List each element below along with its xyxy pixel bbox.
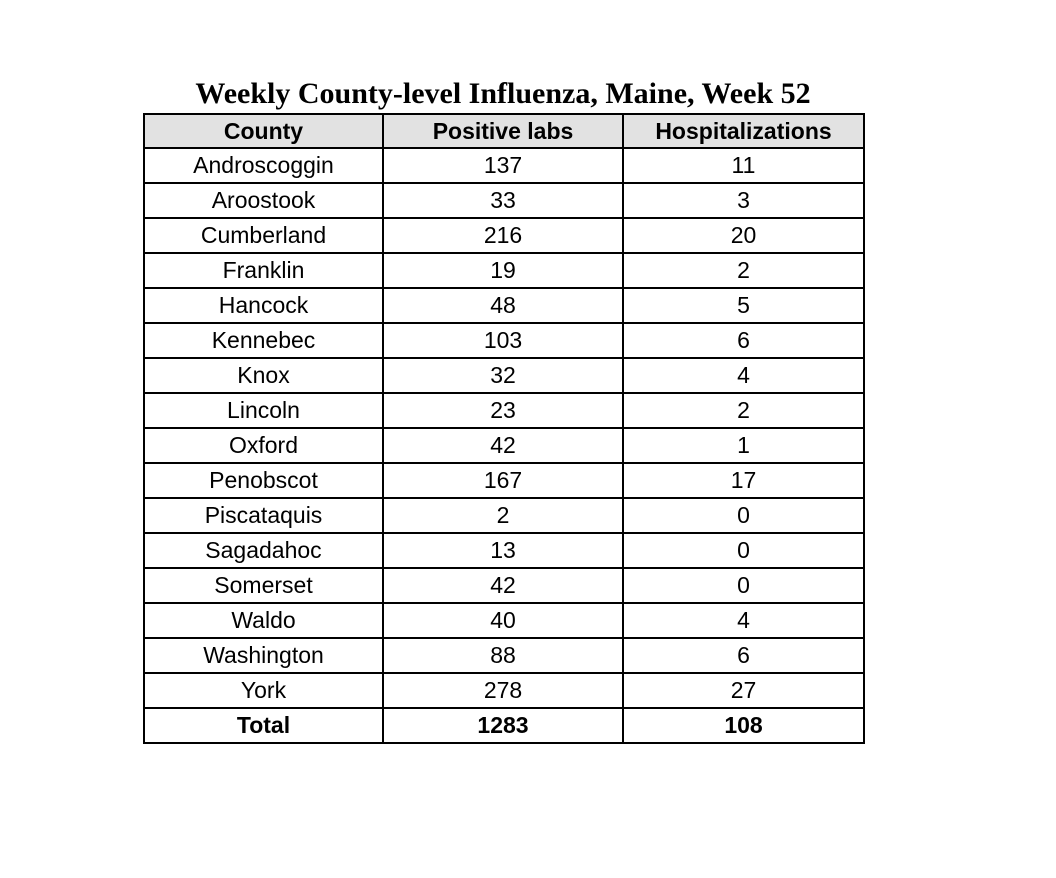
table-row (144, 323, 864, 358)
column-header-positive-labs: Positive labs (383, 114, 623, 148)
county-cell: York (144, 673, 383, 708)
positive-labs-cell: 42 (383, 568, 623, 603)
table-row (144, 218, 864, 253)
county-cell: Cumberland (144, 218, 383, 253)
hospitalizations-cell: 2 (623, 253, 864, 288)
column-header-hospitalizations: Hospitalizations (623, 114, 864, 148)
county-cell: Hancock (144, 288, 383, 323)
table-row (144, 463, 864, 498)
county-cell: Sagadahoc (144, 533, 383, 568)
county-cell: Oxford (144, 428, 383, 463)
hospitalizations-cell: 2 (623, 393, 864, 428)
table-row (144, 533, 864, 568)
table-row (144, 568, 864, 603)
hospitalizations-cell: 27 (623, 673, 864, 708)
table-row (144, 148, 864, 183)
table-row (144, 638, 864, 673)
county-cell: Kennebec (144, 323, 383, 358)
hospitalizations-cell: 3 (623, 183, 864, 218)
positive-labs-cell: 42 (383, 428, 623, 463)
positive-labs-cell: 88 (383, 638, 623, 673)
county-cell: Androscoggin (144, 148, 383, 183)
table-row (144, 603, 864, 638)
county-cell: Piscataquis (144, 498, 383, 533)
table-header (144, 114, 864, 148)
positive-labs-cell: 2 (383, 498, 623, 533)
hospitalizations-cell: 6 (623, 323, 864, 358)
table-row (144, 253, 864, 288)
hospitalizations-cell: 11 (623, 148, 864, 183)
positive-labs-cell: 167 (383, 463, 623, 498)
table-row (144, 428, 864, 463)
positive-labs-cell: 216 (383, 218, 623, 253)
hospitalizations-cell: 6 (623, 638, 864, 673)
hospitalizations-cell: 4 (623, 603, 864, 638)
county-cell: Franklin (144, 253, 383, 288)
total-hospitalizations: 108 (623, 708, 864, 743)
positive-labs-cell: 103 (383, 323, 623, 358)
hospitalizations-cell: 1 (623, 428, 864, 463)
hospitalizations-cell: 4 (623, 358, 864, 393)
table-footer (144, 708, 864, 743)
total-row (144, 708, 864, 743)
positive-labs-cell: 137 (383, 148, 623, 183)
county-cell: Waldo (144, 603, 383, 638)
hospitalizations-cell: 20 (623, 218, 864, 253)
hospitalizations-cell: 5 (623, 288, 864, 323)
table-title: Weekly County-level Influenza, Maine, Week 52 (195, 77, 811, 110)
influenza-table (143, 113, 865, 744)
table-row (144, 393, 864, 428)
table-row (144, 673, 864, 708)
total-positive-labs: 1283 (383, 708, 623, 743)
table-row (144, 498, 864, 533)
header-row (144, 114, 864, 148)
hospitalizations-cell: 0 (623, 568, 864, 603)
county-cell: Knox (144, 358, 383, 393)
county-cell: Somerset (144, 568, 383, 603)
positive-labs-cell: 278 (383, 673, 623, 708)
hospitalizations-cell: 0 (623, 498, 864, 533)
hospitalizations-cell: 0 (623, 533, 864, 568)
positive-labs-cell: 40 (383, 603, 623, 638)
county-cell: Washington (144, 638, 383, 673)
county-cell: Aroostook (144, 183, 383, 218)
hospitalizations-cell: 17 (623, 463, 864, 498)
positive-labs-cell: 23 (383, 393, 623, 428)
column-header-county: County (144, 114, 383, 148)
county-cell: Lincoln (144, 393, 383, 428)
positive-labs-cell: 32 (383, 358, 623, 393)
positive-labs-cell: 33 (383, 183, 623, 218)
table-row (144, 358, 864, 393)
table-row (144, 288, 864, 323)
total-label: Total (144, 708, 383, 743)
table-row (144, 183, 864, 218)
table-body (144, 148, 864, 708)
county-cell: Penobscot (144, 463, 383, 498)
positive-labs-cell: 19 (383, 253, 623, 288)
positive-labs-cell: 48 (383, 288, 623, 323)
positive-labs-cell: 13 (383, 533, 623, 568)
